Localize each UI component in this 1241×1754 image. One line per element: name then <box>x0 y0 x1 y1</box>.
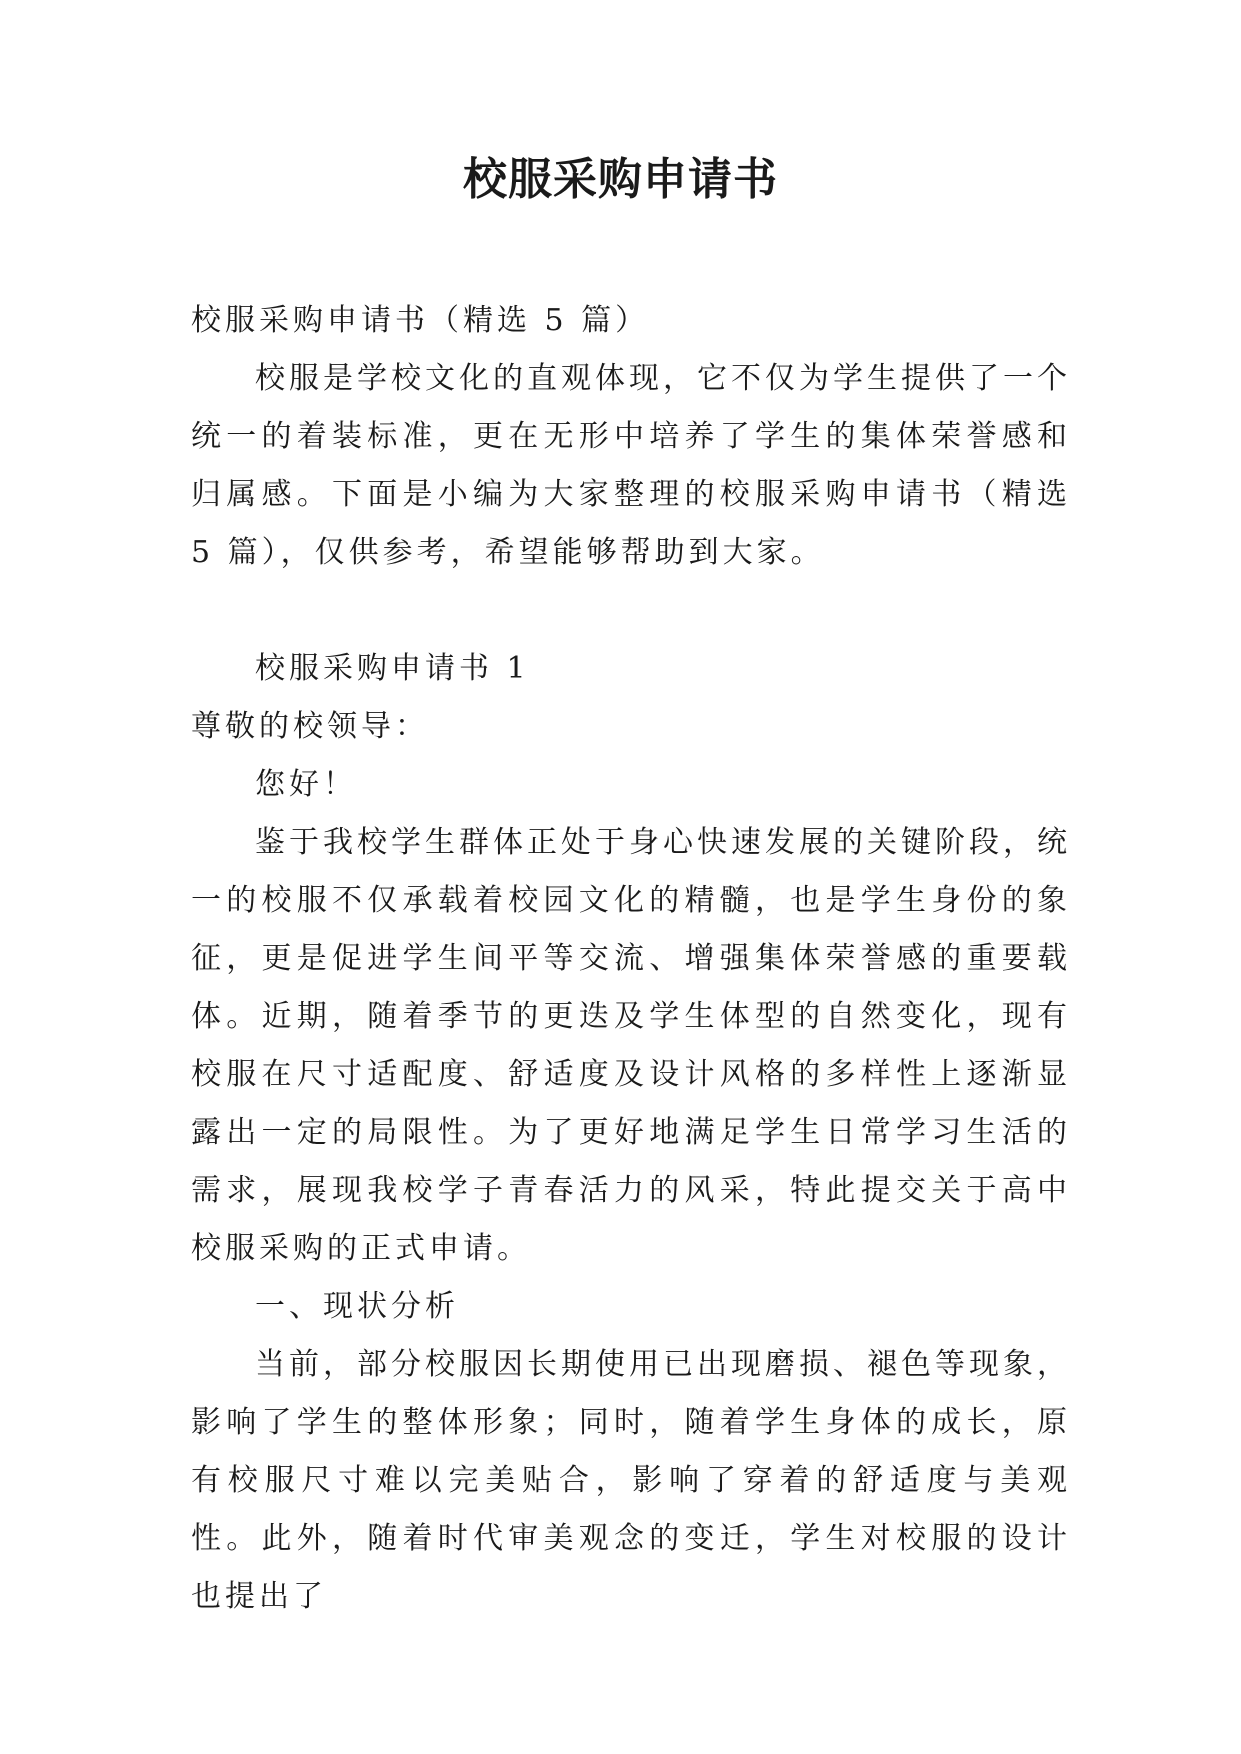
section-title: 校服采购申请书 1 <box>255 651 530 686</box>
document-body <box>191 292 1071 1626</box>
body-paragraph-2: 当前，部分校服因长期使用已出现磨损、褪色等现象，影响了学生的整体形象；同时，随着学生身体的成长，原有校服尺寸难以完美贴合，影响了穿着的舒适度与美观性。此外，随着时代审美观念的变迁，学生对校服的设计也提出了 <box>191 1347 1071 1614</box>
paragraph-gap <box>191 582 1071 640</box>
heading-situation-analysis: 一、现状分析 <box>255 1289 459 1324</box>
intro-paragraph: 校服是学校文化的直观体现，它不仅为学生提供了一个统一的着装标准，更在无形中培养了学生的集体荣誉感和归属感。下面是小编为大家整理的校服采购申请书（精选 5 篇），仅供参考，希望能够帮助到大家。 <box>191 361 1071 570</box>
greeting: 您好！ <box>255 767 357 802</box>
salutation: 尊敬的校领导： <box>191 709 429 744</box>
document-subtitle: 校服采购申请书（精选 5 篇） <box>191 303 650 338</box>
document-title: 校服采购申请书 <box>463 154 778 205</box>
body-paragraph-1: 鉴于我校学生群体正处于身心快速发展的关键阶段，统一的校服不仅承载着校园文化的精髓，也是学生身份的象征，更是促进学生间平等交流、增强集体荣誉感的重要载体。近期，随着季节的更迭及学生体型的自然变化，现有校服在尺寸适配度、舒适度及设计风格的多样性上逐渐显露出一定的局限性。为了更好地满足学生日常学习生活的需求，展现我校学子青春活力的风采，特此提交关于高中校服采购的正式申请。 <box>191 825 1071 1266</box>
